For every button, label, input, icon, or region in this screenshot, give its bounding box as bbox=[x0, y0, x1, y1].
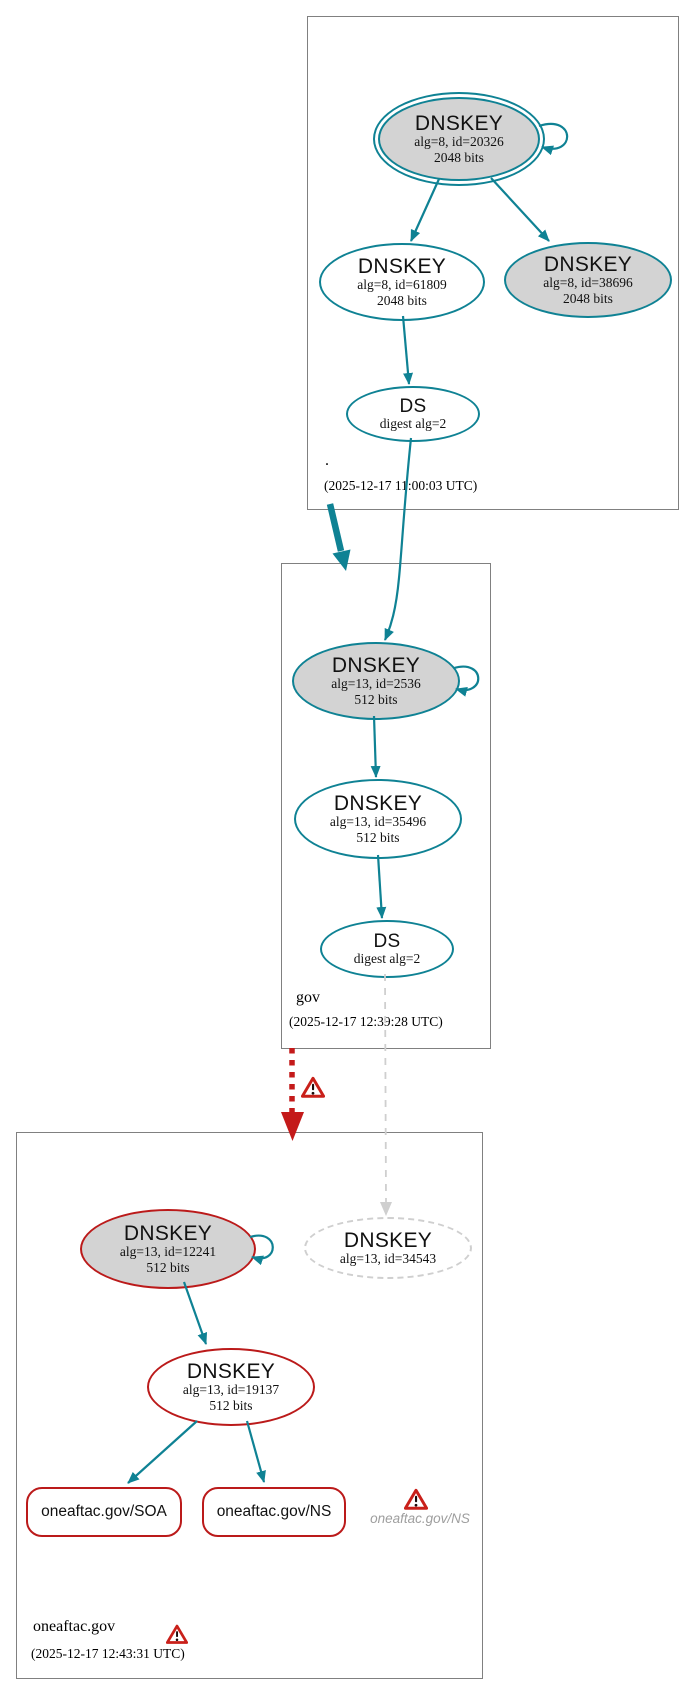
node-dnskey-12241[interactable] bbox=[80, 1209, 256, 1289]
node-detail: alg=13, id=12241 bbox=[119, 1244, 217, 1260]
node-detail: alg=13, id=34543 bbox=[339, 1250, 437, 1266]
node-detail: 512 bits bbox=[356, 829, 400, 845]
node-detail: 512 bits bbox=[354, 691, 398, 707]
node-detail: alg=8, id=61809 bbox=[357, 277, 447, 293]
rrset-label: oneaftac.gov/NS bbox=[216, 1503, 332, 1520]
node-title: DS bbox=[399, 395, 427, 417]
node-dnskey-61809[interactable] bbox=[319, 243, 485, 321]
node-detail: alg=8, id=20326 bbox=[414, 134, 504, 150]
node-detail: 2048 bits bbox=[377, 292, 427, 308]
node-rrset-oneaftac-soa[interactable] bbox=[26, 1487, 182, 1537]
zone-label-oneaftac: oneaftac.gov bbox=[33, 1618, 116, 1635]
zone-timestamp-root: (2025-12-17 11:00:03 UTC) bbox=[324, 478, 478, 493]
node-detail: 2048 bits bbox=[434, 149, 484, 165]
node-dnskey-35496[interactable] bbox=[294, 779, 462, 859]
node-detail: digest alg=2 bbox=[353, 950, 421, 966]
node-dnskey-38696[interactable] bbox=[504, 242, 672, 318]
node-title: DNSKEY bbox=[123, 1221, 213, 1245]
node-title: DNSKEY bbox=[343, 1228, 433, 1252]
node-detail: alg=8, id=38696 bbox=[543, 275, 633, 291]
node-detail: alg=13, id=35496 bbox=[329, 814, 427, 830]
node-title: DNSKEY bbox=[331, 653, 421, 677]
warning-triangle-icon[interactable] bbox=[301, 1076, 325, 1099]
edge-delegation-root-gov bbox=[330, 504, 341, 551]
node-ds-gov[interactable] bbox=[320, 920, 454, 978]
zone-label-root: . bbox=[325, 452, 329, 469]
node-dnskey-19137[interactable] bbox=[147, 1348, 315, 1426]
node-title: DNSKEY bbox=[357, 254, 447, 278]
ns-error-caption: oneaftac.gov/NS bbox=[370, 1511, 470, 1526]
node-ds-root[interactable] bbox=[346, 386, 480, 442]
node-detail: alg=13, id=19137 bbox=[182, 1382, 280, 1398]
node-title: DNSKEY bbox=[333, 791, 423, 815]
node-detail: 512 bits bbox=[209, 1397, 253, 1413]
rrset-label: oneaftac.gov/SOA bbox=[41, 1503, 167, 1520]
node-title: DNSKEY bbox=[543, 252, 633, 276]
node-title: DS bbox=[373, 930, 401, 952]
warning-triangle-icon[interactable] bbox=[166, 1624, 188, 1645]
node-title: DNSKEY bbox=[186, 1359, 276, 1383]
node-dnskey-20326[interactable] bbox=[373, 92, 545, 186]
zone-label-gov: gov bbox=[296, 989, 320, 1006]
node-detail: digest alg=2 bbox=[379, 415, 447, 431]
zone-timestamp-gov: (2025-12-17 12:39:28 UTC) bbox=[289, 1014, 443, 1029]
node-dnskey-34543-missing[interactable] bbox=[304, 1217, 472, 1279]
node-rrset-oneaftac-ns[interactable] bbox=[202, 1487, 346, 1537]
node-detail: 512 bits bbox=[146, 1259, 190, 1275]
zone-timestamp-oneaftac: (2025-12-17 12:43:31 UTC) bbox=[31, 1646, 185, 1661]
node-dnskey-2536[interactable] bbox=[292, 642, 460, 720]
node-title: DNSKEY bbox=[414, 111, 504, 135]
node-detail: 2048 bits bbox=[563, 290, 613, 306]
warning-triangle-icon[interactable] bbox=[404, 1488, 428, 1511]
node-detail: alg=13, id=2536 bbox=[331, 676, 421, 692]
